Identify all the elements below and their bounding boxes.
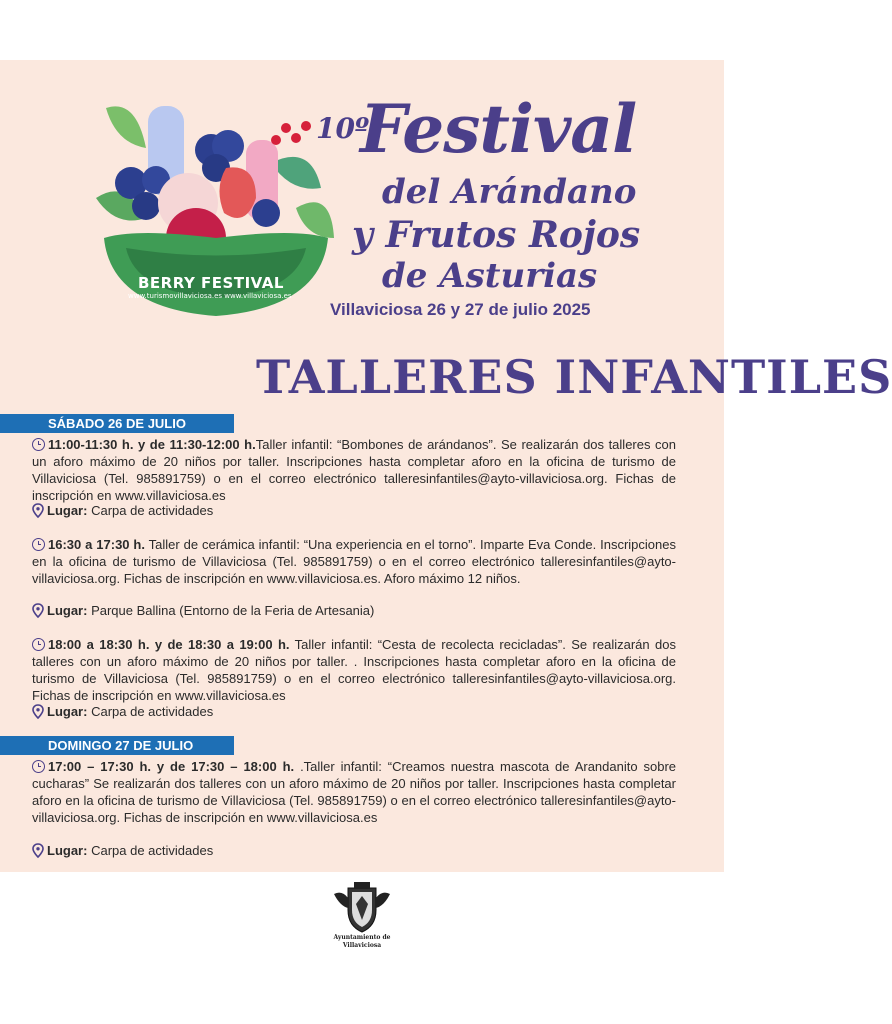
location-pin-icon — [32, 704, 44, 719]
event-place — [32, 704, 213, 719]
location-pin-icon — [32, 843, 44, 858]
clock-icon — [32, 760, 45, 773]
day-header-saturday: SÁBADO 26 DE JULIO — [0, 414, 234, 433]
place-value: Parque Ballina (Entorno de la Feria de Artesania) — [91, 603, 375, 618]
location-pin-icon — [32, 603, 44, 618]
poster — [0, 60, 892, 872]
event-entry — [32, 536, 676, 587]
clock-icon — [32, 538, 45, 551]
event-place — [32, 503, 213, 518]
event-entry — [32, 758, 676, 826]
festival-subtitle-3: de Asturias — [382, 256, 598, 296]
seal-caption-line-2: Villaviciosa — [342, 942, 382, 949]
festival-subtitle-1: del Arándano — [382, 172, 637, 212]
place-value: Carpa de actividades — [91, 503, 214, 518]
place-label: Lugar: — [47, 704, 88, 719]
place-value: Carpa de actividades — [91, 843, 214, 858]
day-header-sunday: DOMINGO 27 DE JULIO — [0, 736, 234, 755]
festival-date: Villaviciosa 26 y 27 de julio 2025 — [330, 300, 591, 319]
seal-caption-line-1: Ayuntamiento de — [333, 934, 391, 941]
location-pin-icon — [32, 503, 44, 518]
edition-number: 10º — [316, 112, 369, 145]
section-title: TALLERES INFANTILES — [256, 350, 892, 404]
logo-text: BERRY FESTIVAL — [138, 274, 284, 292]
event-description: Taller de cerámica infantil: “Una experiencia en el torno”. Imparte Eva Conde. Inscripciones en la oficina de turismo de Villaviciosa (Tel. 985891759) o en el correo electrónico talleresinfantiles@ayto-villaviciosa.org. Fichas de inscripción en www.villaviciosa.es. Aforo máximo 12 niños. — [32, 537, 676, 586]
event-place — [32, 843, 213, 858]
place-value: Carpa de actividades — [91, 704, 214, 719]
event-time: 11:00-11:30 h. y de 11:30-12:00 h. — [48, 437, 256, 452]
event-place — [32, 603, 374, 618]
place-label: Lugar: — [47, 503, 88, 518]
event-description: .Taller infantil: “Creamos nuestra mascota de Arandanito sobre cucharas” Se realizarán dos talleres con un aforo máximo de 20 niños por taller. Inscripciones hasta completar aforo en la oficina de turismo de Villaviciosa (Tel. 985891759) o en el correo electrónico talleresinfantiles@ayto-villaviciosa.org. Fichas de inscripción en www.villaviciosa.es — [32, 759, 676, 825]
event-description: Taller infantil: “Bombones de arándanos”. Se realizarán dos talleres con un aforo máximo de 20 niños por taller. Inscripciones hasta completar aforo en la oficina de turismo de Villaviciosa (Tel. 985891759) o en el correo electrónico talleresinfantiles@ayto-villaviciosa.org. Fichas de inscripción en www.villaviciosa.es — [32, 437, 676, 503]
event-description: Taller infantil: “Cesta de recolecta recicladas”. Se realizarán dos talleres con un aforo máximo de 20 niños por taller. . Inscripciones hasta completar aforo en la oficina de turismo de Villaviciosa (Tel. 985891759) o en el correo electrónico talleresinfantiles@ayto-villaviciosa.org. Fichas de inscripción en www.villaviciosa.es — [32, 637, 676, 703]
place-label: Lugar: — [47, 603, 88, 618]
event-time: 16:30 a 17:30 h. — [48, 537, 145, 552]
place-label: Lugar: — [47, 843, 88, 858]
event-time: 18:00 a 18:30 h. y de 18:30 a 19:00 h. — [48, 637, 290, 652]
festival-title: Festival — [360, 90, 637, 168]
seal-caption — [320, 934, 404, 950]
clock-icon — [32, 638, 45, 651]
festival-subtitle-2: y Frutos Rojos — [352, 214, 641, 256]
coat-of-arms-icon — [332, 880, 392, 934]
logo-url: www.turismovillaviciosa.es www.villaviciosa.es — [128, 292, 292, 300]
event-entry — [32, 436, 676, 504]
clock-icon — [32, 438, 45, 451]
event-time: 17:00 – 17:30 h. y de 17:30 – 18:00 h. — [48, 759, 295, 774]
event-entry — [32, 636, 676, 704]
